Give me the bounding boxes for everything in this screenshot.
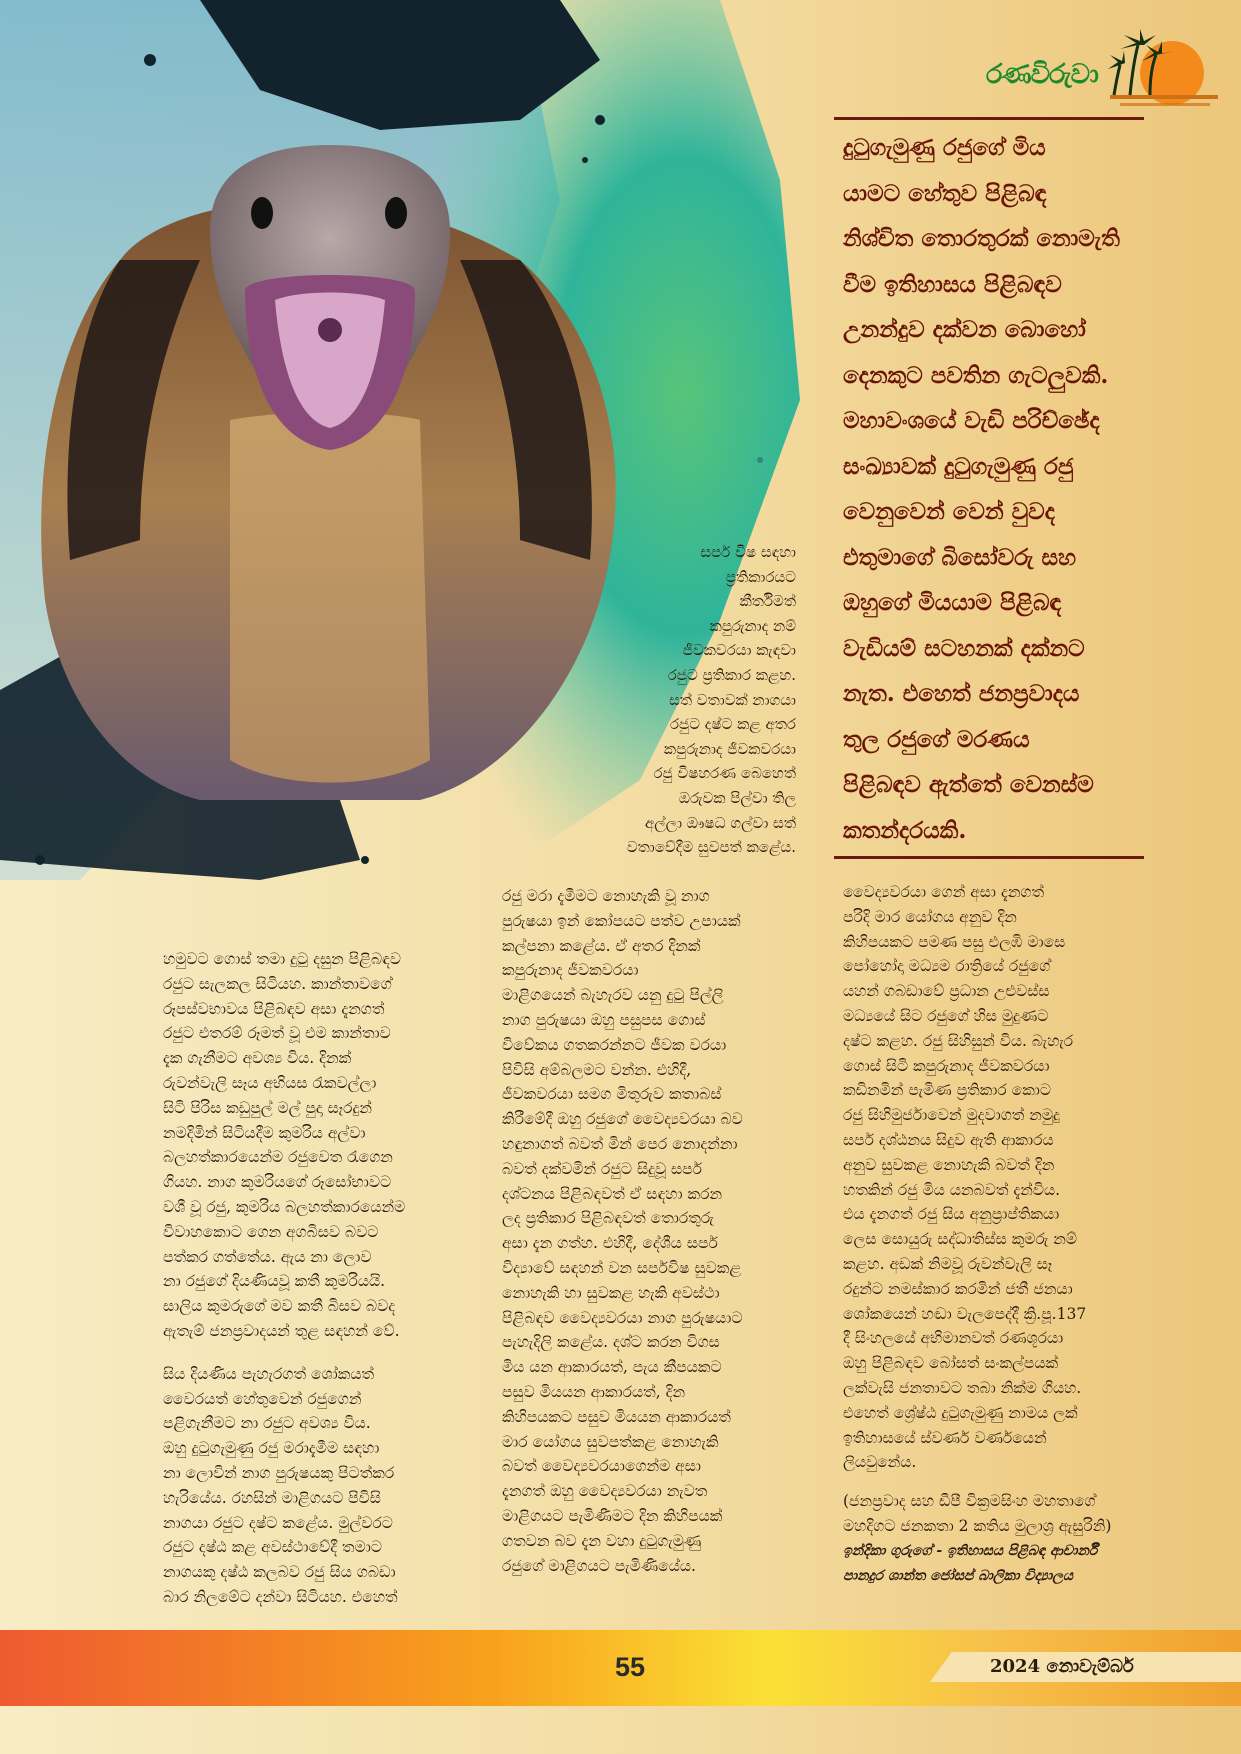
caption-line: සර්ප විෂ සඳහා — [700, 543, 796, 561]
text-line: පැහැදිලි කළේය. දශ්ට කරන විගස — [502, 1333, 720, 1352]
text-line: එය දැනගත් රජු සිය අනුප්‍රාප්තිකයා — [843, 1205, 1060, 1224]
text-line: හඳුනාගත් බවත් මින් පෙර නොදන්නා — [502, 1134, 738, 1153]
text-line: දශ්ටනය පිළිබඳවත් ඒ සඳහා කරන — [502, 1184, 723, 1203]
text-line: හතකින් රජු මිය යනබවත් දැන්විය. — [843, 1180, 1061, 1199]
text-line: රජු සිහිමුර්ජාවෙන් මුදවාගත් නමුදු — [843, 1106, 1060, 1125]
text-line: මාර යෝගය සුවපත්කළ නොහැකි — [502, 1432, 719, 1451]
text-line: රජු මරා දැමීමට නොහැකි වූ නාග — [502, 887, 710, 905]
text-line: සිය දියණිය පැහැරගත් ශෝකයත් — [163, 1364, 375, 1383]
text-line: ගතවන බව දැන වහා දුටුගැමුණු — [502, 1531, 702, 1550]
pull-quote-line: වීම ඉතිහාසය පිළිබඳව — [843, 270, 1062, 298]
pull-quote-line: වැඩියම් සටහනක් දක්නට — [843, 634, 1085, 662]
text-line: රදුන්ට නමස්කාර කරමින් ජතී ජනයා — [843, 1279, 1073, 1298]
text-line: කල්පනා කළේය. ඒ අතර දිනක් — [502, 936, 701, 955]
text-line: රජුගේ මාළිගයට පැමිණියේය. — [502, 1556, 696, 1575]
text-line: නමදිමින් සිටියදීම කුමරිය අල්වා — [163, 1123, 366, 1142]
author-credit — [843, 1539, 1153, 1589]
pull-quote-line: නැත. එහෙත් ජනප්‍රවාදය — [843, 680, 1080, 707]
page-number: 55 — [614, 1652, 646, 1682]
pull-quote-line: සංඛ්‍යාවක් දුටුගැමුණු රජු — [843, 452, 1074, 480]
text-line: යහන් ගබඩාවේ ප්‍රධාන උළුවස්ස — [843, 982, 1050, 1001]
pull-quote-line: ඔහුගේ මියයාම පිළිබඳ — [843, 589, 1062, 616]
text-line: දෂ්ට කළහ. රජු සිහිසුන් විය. බැහැර — [843, 1031, 1074, 1050]
palm-trees-sunset-icon — [1090, 25, 1220, 115]
pull-quote-line: පිළිබඳව ඇත්තේ වෙනස්ම — [843, 771, 1094, 798]
text-line: පෝහෝදා මධ්‍යම රාත්‍රියේ රජුගේ — [843, 957, 1051, 976]
pull-quote-line: මහාවංශයේ වැඩි පරිච්ඡේද — [843, 407, 1100, 434]
text-line: හමුවට ගොස් තමා දුටු දසුන පිළිබඳව — [163, 950, 402, 968]
text-line: රූපස්වභාවය පිළිබඳව අසා දැනගත් — [163, 999, 385, 1018]
text-line: ලක්වැසි ජනතාවට තබා නික්ම ගියහ. — [843, 1378, 1082, 1397]
text-line: කඩිනමින් පැමිණ ප්‍රතිකාර කොට — [843, 1081, 1052, 1100]
caption-line: රජුට ප්‍රතිකාර කළහ. — [667, 665, 796, 684]
caption-line: කපුරුනාද ජීවකවරයා — [663, 739, 796, 758]
text-line: නාගයා රජුට දෂ්ට කළේය. මුල්වරට — [163, 1513, 393, 1532]
pull-quote — [843, 125, 1173, 853]
text-line: වෛද්‍යවරයා ගෙන් අසා දැනගත් — [843, 883, 1045, 901]
text-line: වශී වූ රජු, කුමරිය බලහත්කාරයෙන්ම — [163, 1197, 406, 1216]
text-line: රජුට සැලකල සිටියහ. කාන්තාවගේ — [163, 974, 392, 993]
paragraph — [502, 884, 812, 1578]
text-line: ලද ප්‍රතිකාර පිළිබඳවත් තොරතුරු — [502, 1209, 714, 1228]
text-line: බාර නිලමේට දන්වා සිටියහ. එහෙත් — [163, 1587, 398, 1606]
pull-quote-line: කතන්දරයකි. — [843, 816, 967, 844]
text-line: ඔහු දුටුගැමුණු රජු මරාදැමීම සඳහා — [163, 1439, 380, 1458]
text-line: අනුව සුවකළ නොහැකි බවත් දින — [843, 1155, 1055, 1174]
text-line: රජුට එතරම් රූමත් වූ එම කාන්තාව — [163, 1024, 391, 1043]
caption-line: අල්ලා ඖෂධ ගල්වා සත් — [644, 813, 796, 832]
text-line: මධ්‍යයේ සිට රජුගේ හිස මුදුණට — [843, 1006, 1049, 1025]
text-line: සිටි පිරිස කඩුපුල් මල් පුදා සෑරදුන් — [163, 1098, 372, 1117]
text-line: කිහිපයකට පසුව මියයන ආකාරයත් — [502, 1407, 731, 1426]
text-line: ඔහු පිළිබඳව බෝසත් සංකල්පයක් — [843, 1354, 1059, 1373]
issue-date: 2024 නොවැම්බර් — [990, 1656, 1134, 1677]
paragraph — [163, 1362, 473, 1610]
text-line: පිළිබඳව වෛද්‍යවරයා නාග පුරුෂයාට — [502, 1308, 743, 1327]
author-credit-line: පානදුර ශාන්ත ජෝසප් බාලිකා විද්‍යාලය — [843, 1567, 1073, 1584]
text-line: පසුව මියයන ආකාරයත්, දින — [502, 1382, 686, 1401]
text-line: රුවන්වැලි සෑය අභියස රැකවල්ලා — [163, 1073, 377, 1092]
text-line: රජුට දෂ්ඨ කළ අවස්ථාවේදී තමාට — [163, 1538, 382, 1557]
image-caption — [560, 540, 796, 860]
caption-line: කීර්තිමත් — [739, 592, 796, 611]
text-line: ගියහ. නාග කුමරියගේ රූසෝභාවට — [163, 1173, 392, 1192]
pull-quote-line: යාමට හේතුව පිළිබඳ — [843, 179, 1047, 207]
article-column-2 — [502, 884, 812, 1578]
text-line: අසා දැන ගත්හ. එහිදී, දේශීය සර්ප — [502, 1234, 718, 1253]
caption-line: සත් වතාවක් නාගයා — [669, 690, 796, 709]
text-line: කළහ. අඩක් නිමවූ රුවන්වැලි සෑ — [843, 1254, 1053, 1273]
paragraph — [843, 880, 1153, 1475]
source-note-line: මහදිගට ජනකතා 2 කතිය මුලාශ්‍ර ඇසුරිනි) — [843, 1516, 1112, 1535]
caption-line: රජුට දෂ්ට කළ අතර — [669, 715, 796, 734]
text-line: ශෝකයෙන් හඬා වැලපෙද්දී ක්‍රි.පූ.137 — [843, 1304, 1087, 1323]
caption-line: ඔරුවක පිල්වා තිල — [678, 788, 796, 807]
text-line: දී සිංහලයේ අභිමානවත් රණශූරයා — [843, 1329, 1064, 1348]
pull-quote-line: තුල රජුගේ මරණය — [843, 725, 1030, 753]
pull-quote-line: දුටුගැමුණු රජුගේ මිය — [843, 134, 1046, 161]
pull-quote-line: උනන්දුව දක්වන බොහෝ — [843, 316, 1086, 343]
text-line: කිහිපයකට පමණ පසු එලඹි මාසෙ — [843, 932, 1066, 951]
text-line: මාළිගයට පැමිණීමට දින කිහිපයක් — [502, 1506, 723, 1525]
text-line: හැරියේය. රහසින් මාළිගයට පිවිසි — [163, 1488, 381, 1507]
source-note-line: (ජනප්‍රවාද සහ ඩීපී වික්‍රමසිංහ මහතාගේ — [843, 1492, 1096, 1511]
text-line: මිය යන ආකාරයත්, පැය කීපයකට — [502, 1358, 722, 1377]
text-line: පිවිසි අම්බලමට වන්න. එහිදී, — [502, 1060, 692, 1079]
text-line: එහෙත් ශ්‍රේෂ්ඨ දුටුගැමුණු නාමය ලක් — [843, 1403, 1078, 1422]
text-line: සර්ප දශ්ඨනය සිදුව ඇති ආකාරය — [843, 1130, 1054, 1149]
text-line: නා ලොවින් නාග පුරුෂයකු පිටත්කර — [163, 1463, 395, 1482]
text-line: බවත් දක්වමින් රජුට සිදුවූ සර්ප — [502, 1159, 703, 1178]
pull-quote-line: නිශ්චිත තොරතුරක් නොමැති — [843, 225, 1120, 252]
text-line: බවත් වෛද්‍යවරයාගෙන්ම අසා — [502, 1457, 701, 1476]
text-line: දැක ගැනීමට අවශ්‍ය විය. දිනක් — [163, 1049, 352, 1068]
source-note — [843, 1489, 1153, 1539]
text-line: පළිගැනීමට නා රජුට අවශ්‍ය විය. — [163, 1414, 371, 1433]
caption-line: ජීවකවරයා කැඳවා — [682, 641, 796, 660]
text-line: පත්කර ගත්තේය. ඇය නා ලොව — [163, 1247, 372, 1266]
article-column-3 — [843, 880, 1153, 1588]
text-line: නොහැකි හා සුවකළ හැකි අවස්ථා — [502, 1283, 720, 1302]
quote-bottom-rule — [834, 856, 1144, 859]
text-line: දැනගත් ඔහු වෛද්‍යවරයා නැවත — [502, 1482, 708, 1501]
text-line: විවාහකොට ගෙන අගබිසව බවට — [163, 1222, 379, 1241]
text-line: බලහත්කාරයෙන්ම රජුවෙත රැගෙන — [163, 1148, 393, 1167]
text-line: සාලිය කුමරුගේ මව කතී බිසව බවද — [163, 1297, 396, 1316]
text-line: ලියවුනේය. — [843, 1453, 917, 1472]
text-line: ගොස් සිටි කපුරුනාද ජීවකවරයා — [843, 1056, 1050, 1075]
text-line: කපුරුනාද ජීවකවරයා — [502, 961, 639, 980]
article-column-1 — [163, 947, 473, 1610]
text-line: නාගයකු දෂ්ඨ කලබව රජු සිය ගබඩා — [163, 1563, 396, 1582]
pull-quote-line: වෙනුවෙන් වෙන් වුවද — [843, 498, 1055, 525]
caption-line: ප්‍රතිකාරයට — [725, 567, 796, 586]
text-line: වෛරයත් හේතුවෙන් රජුගෙන් — [163, 1389, 362, 1408]
text-line: විද්‍යාවේ සඳහන් වන සර්පවිෂ සුවකළ — [502, 1258, 742, 1277]
author-credit-line: ඉන්දිකා ගුරුගේ - ඉතිහාසය පිළිබඳ ආචාර්නී — [843, 1542, 1098, 1559]
text-line: පරිදි මාර යෝගය අනුව දින — [843, 907, 1017, 926]
quote-top-rule — [834, 117, 1144, 120]
text-line: මාළිගයෙන් බැහැරව යනු දුටු පිල්ලි — [502, 986, 724, 1005]
text-line: ලෙස සොයුරු සද්ධාතිස්ස කුමරු නම් — [843, 1230, 1078, 1249]
pull-quote-line: දෙනකුට පවතින ගැටලුවකි. — [843, 361, 1109, 389]
pull-quote-line: එතුමාගේ බිසෝවරු සහ — [843, 543, 1077, 571]
caption-line: රජු විෂහරණ බෙහෙත් — [653, 764, 796, 783]
text-line: ඉතිහාසයේ ස්වර්ණ වර්ණයෙන් — [843, 1428, 1047, 1447]
caption-line: කපුරුනාද නම් — [709, 616, 796, 635]
paragraph — [163, 947, 473, 1344]
text-line: ජීවකවරයා සමග මිතුරුව කතාබස් — [502, 1085, 722, 1104]
magazine-logo — [980, 25, 1220, 115]
caption-line: වතාවේදීම සුවපත් කළේය. — [626, 838, 796, 857]
text-line: ඇතැම් ජනප්‍රවාදයන් තුළ සඳහන් වේ. — [163, 1321, 400, 1340]
text-line: විවේකය ගතකරන්නට ජීවක වරයා — [502, 1035, 727, 1054]
text-line: පුරුෂයා ඉන් කෝපයට පත්ව උපායක් — [502, 911, 741, 930]
text-line: නාග පුරුෂයා ඔහු පසුපස ගොස් — [502, 1010, 706, 1029]
text-line: කිරීමේදී ඔහු රජුගේ වෛද්‍යවරයා බව — [502, 1110, 743, 1129]
text-line: නා රජුගේ දියණියවූ කතී කුමරියයි. — [163, 1272, 386, 1291]
logo-text: රණවිරුවා — [986, 59, 1098, 90]
article-credit — [843, 1489, 1153, 1588]
